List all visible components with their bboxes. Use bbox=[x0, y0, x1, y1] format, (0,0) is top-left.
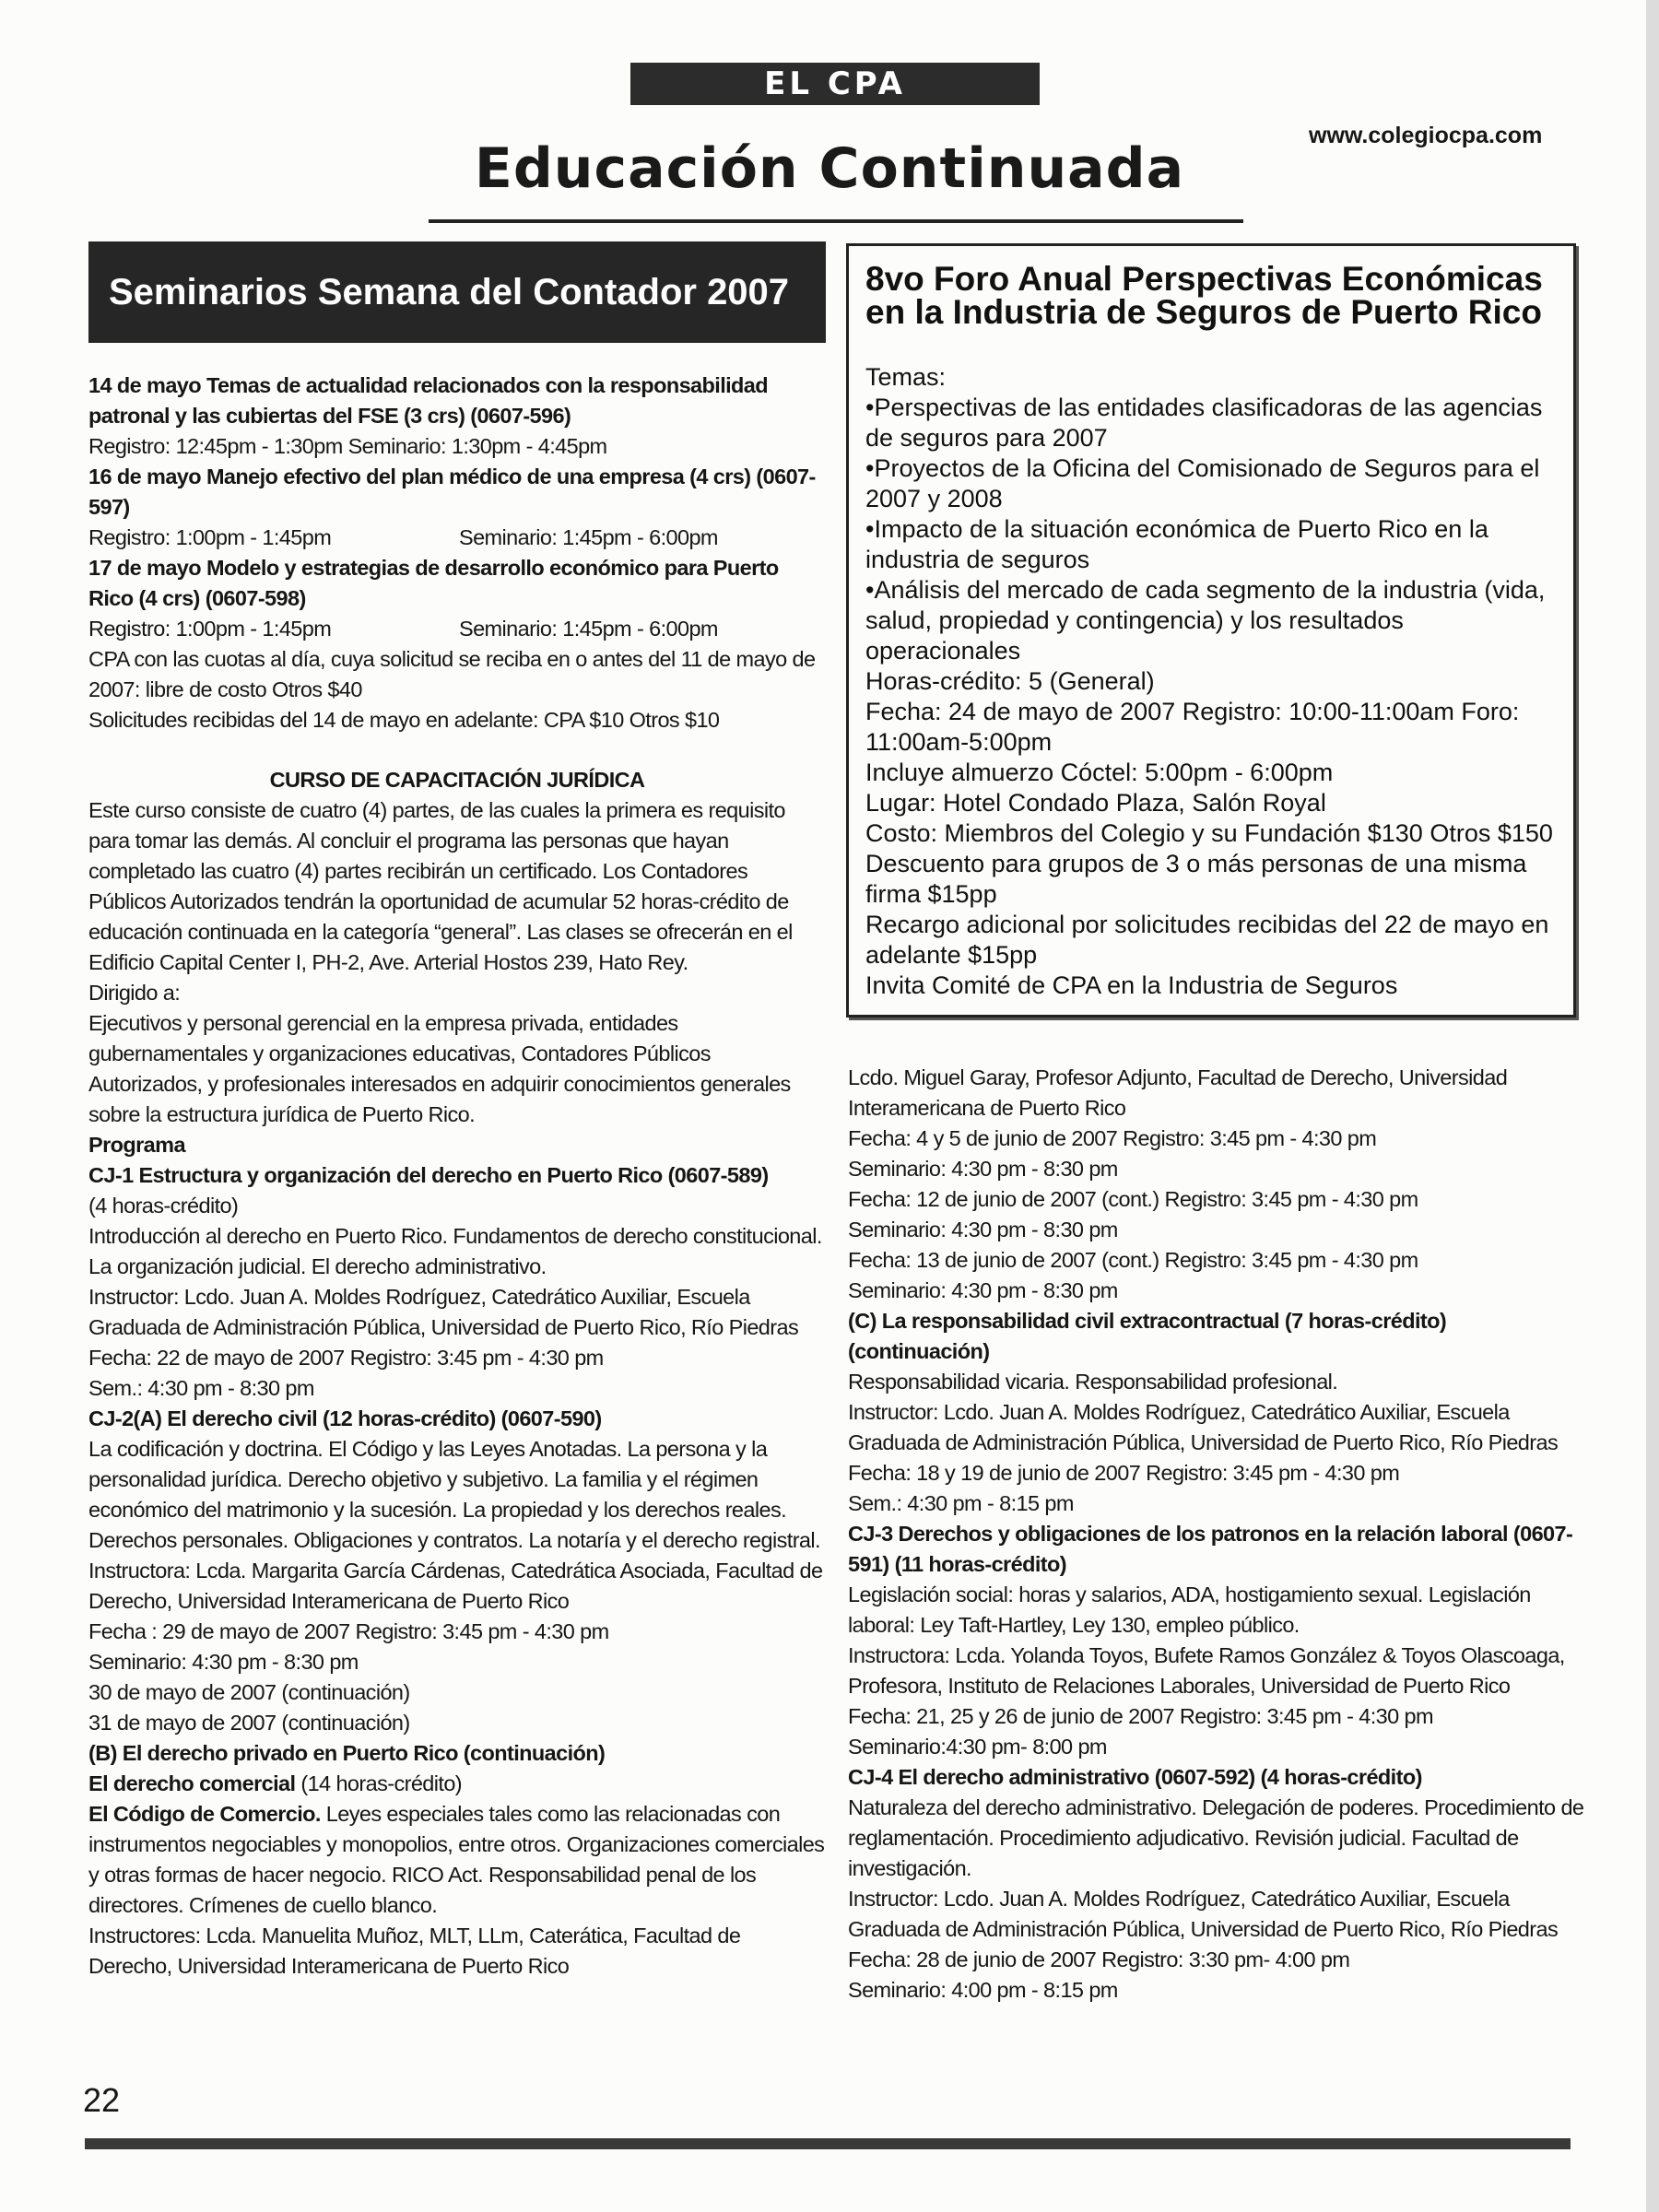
cj2a-seminario: Seminario: 4:30 pm - 8:30 pm bbox=[88, 1650, 359, 1674]
programa-label: Programa bbox=[88, 1133, 185, 1157]
seminar-3-seminario: Seminario: 1:45pm - 6:00pm bbox=[459, 617, 718, 641]
foro-invita: Invita Comité de CPA en la Industria de Seguros bbox=[865, 971, 1398, 999]
curso-heading: CURSO DE CAPACITACIÓN JURÍDICA bbox=[269, 768, 645, 792]
cj2b-subtitle bbox=[88, 1769, 826, 1799]
cj2b-instructores: Instructores: Lcda. Manuelita Muñoz, MLT, LLm, Caterática, Facultad de Derecho, Universidad Interamericana de Puerto Rico bbox=[88, 1924, 741, 1978]
foro-tema-2: •Proyectos de la Oficina del Comisionado de Seguros para el 2007 y 2008 bbox=[865, 454, 1540, 512]
page-title: Educación Continuada bbox=[474, 136, 1185, 201]
foro-tema-4: •Análisis del mercado de cada segmento de la industria (vida, salud, propiedad y contingencia) y los resultados operacionales bbox=[865, 576, 1546, 665]
cj2a-cont-2: 31 de mayo de 2007 (continuación) bbox=[88, 1711, 410, 1735]
foro-fecha: Fecha: 24 de mayo de 2007 Registro: 10:00-11:00am Foro: 11:00am-5:00pm bbox=[865, 698, 1520, 756]
b-seminario-2: Seminario: 4:30 pm - 8:30 pm bbox=[848, 1218, 1118, 1241]
cj2a-description: La codificación y doctrina. El Código y las Leyes Anotadas. La persona y la personalidad jurídica. Derecho objetivo y subjetivo. La familia y el régimen económico del matrimonio y la sucesión. La propiedad y los derechos reales. Derechos personales. Obligaciones y contratos. La notaría y el derecho registral. bbox=[88, 1437, 820, 1552]
title-rule bbox=[429, 219, 1243, 223]
cj2a-fecha: Fecha : 29 de mayo de 2007 Registro: 3:45 pm - 4:30 pm bbox=[88, 1619, 609, 1643]
cj4-sem: Seminario: 4:00 pm - 8:15 pm bbox=[848, 1978, 1118, 2002]
seminar-1-title: 14 de mayo Temas de actualidad relacionados con la responsabilidad patronal y las cubiertas del FSE (3 crs) (0607-596) bbox=[88, 373, 769, 428]
cj2b-desc-rest: Leyes especiales tales como las relacionadas con instrumentos negociables y monopolios, entre otros. Organizaciones comerciales y otras formas de hacer negocio. RICO Act. Responsabilidad penal de los directores. Crímenes de cuello blanco. bbox=[88, 1802, 825, 1917]
cj4-fecha: Fecha: 28 de junio de 2007 Registro: 3:30 pm- 4:00 pm bbox=[848, 1947, 1350, 1971]
garay-instructor: Lcdo. Miguel Garay, Profesor Adjunto, Facultad de Derecho, Universidad Interamericana de Puerto Rico bbox=[848, 1065, 1508, 1120]
foro-title: 8vo Foro Anual Perspectivas Económicas en la Industria de Seguros de Puerto Rico bbox=[865, 260, 1543, 331]
cj4-instructor: Instructor: Lcdo. Juan A. Moldes Rodríguez, Catedrático Auxiliar, Escuela Graduada de Administración Pública, Universidad de Puerto Rico, Río Piedras bbox=[848, 1887, 1559, 1941]
bottom-rule bbox=[85, 2138, 1571, 2149]
left-column bbox=[88, 241, 826, 1982]
seminar-cost-1: CPA con las cuotas al día, cuya solicitud se reciba en o antes del 11 de mayo de 2007: libre de costo Otros $40 bbox=[88, 647, 816, 701]
c-title: (C) La responsabilidad civil extracontractual (7 horas-crédito) (continuación) bbox=[848, 1309, 1447, 1363]
cj2b-desc-bold: El Código de Comercio. bbox=[88, 1802, 321, 1826]
dirigido-label: Dirigido a: bbox=[88, 981, 181, 1005]
cj1-instructor: Instructor: Lcdo. Juan A. Moldes Rodríguez, Catedrático Auxiliar, Escuela Graduada de Administración Pública, Universidad de Puerto Rico, Río Piedras bbox=[88, 1285, 799, 1339]
c-fecha: Fecha: 18 y 19 de junio de 2007 Registro: 3:45 pm - 4:30 pm bbox=[848, 1461, 1400, 1485]
cj1-sem: Sem.: 4:30 pm - 8:30 pm bbox=[88, 1376, 314, 1400]
foro-recargo: Recargo adicional por solicitudes recibidas del 22 de mayo en adelante $15pp bbox=[865, 911, 1549, 969]
foro-body bbox=[865, 362, 1559, 1001]
page-edge bbox=[1646, 0, 1659, 2212]
c-description: Responsabilidad vicaria. Responsabilidad profesional. bbox=[848, 1370, 1338, 1394]
cj4-description: Naturaleza del derecho administrativo. Delegación de poderes. Procedimiento de reglamentación. Procedimiento adjudicativo. Revisión judicial. Facultad de investigación. bbox=[848, 1795, 1584, 1880]
seminar-3-schedule bbox=[88, 614, 826, 644]
cj3-title: CJ-3 Derechos y obligaciones de los patronos en la relación laboral (0607-591) (11 horas-crédito) bbox=[848, 1522, 1573, 1576]
cj3-instructora: Instructora: Lcda. Yolanda Toyos, Bufete Ramos González & Toyos Olascoaga, Profesora, Instituto de Relaciones Laborales, Universidad de Puerto Rico bbox=[848, 1643, 1565, 1698]
cj1-description: Introducción al derecho en Puerto Rico. Fundamentos de derecho constitucional. La organización judicial. El derecho administrativo. bbox=[88, 1224, 822, 1278]
seminar-2-seminario: Seminario: 1:45pm - 6:00pm bbox=[459, 525, 718, 549]
dirigido-text: Ejecutivos y personal gerencial en la empresa privada, entidades gubernamentales y organizaciones educativas, Contadores Públicos Autorizados, y profesionales interesados en adquirir conocimientos generales sobre la estructura jurídica de Puerto Rico. bbox=[88, 1011, 791, 1126]
cj2b-description bbox=[88, 1799, 826, 1921]
b-fecha-3: Fecha: 13 de junio de 2007 (cont.) Registro: 3:45 pm - 4:30 pm bbox=[848, 1248, 1418, 1272]
cj3-sem: Seminario:4:30 pm- 8:00 pm bbox=[848, 1735, 1107, 1759]
foro-lugar: Lugar: Hotel Condado Plaza, Salón Royal bbox=[865, 789, 1326, 817]
seminarios-banner: Seminarios Semana del Contador 2007 bbox=[88, 241, 826, 343]
cj2b-title: (B) El derecho privado en Puerto Rico (continuación) bbox=[88, 1741, 606, 1765]
foro-tema-3: •Impacto de la situación económica de Puerto Rico en la industria de seguros bbox=[865, 515, 1488, 573]
seminar-2-schedule bbox=[88, 523, 826, 553]
seminar-cost-2: Solicitudes recibidas del 14 de mayo en adelante: CPA $10 Otros $10 bbox=[88, 708, 720, 732]
foro-tema-1: •Perspectivas de las entidades clasificadoras de las agencias de seguros para 2007 bbox=[865, 394, 1543, 452]
cj1-title: CJ-1 Estructura y organización del derecho en Puerto Rico (0607-589) bbox=[88, 1163, 769, 1187]
cj2a-instructora: Instructora: Lcda. Margarita García Cárdenas, Catedrática Asociada, Facultad de Derecho, Universidad Interamericana de Puerto Rico bbox=[88, 1559, 823, 1613]
cj4-title: CJ-4 El derecho administrativo (0607-592) (4 horas-crédito) bbox=[848, 1765, 1422, 1789]
cj3-fecha: Fecha: 21, 25 y 26 de junio de 2007 Registro: 3:45 pm - 4:30 pm bbox=[848, 1704, 1433, 1728]
seminarios-list bbox=[88, 371, 826, 1982]
seminar-3-title: 17 de mayo Modelo y estrategias de desarrollo económico para Puerto Rico (4 crs) (0607-598) bbox=[88, 556, 779, 610]
foro-horas: Horas-crédito: 5 (General) bbox=[865, 667, 1155, 695]
seminar-2-registro: Registro: 1:00pm - 1:45pm bbox=[88, 525, 332, 549]
cj1-credits: (4 horas-crédito) bbox=[88, 1194, 239, 1218]
b-fecha-2: Fecha: 12 de junio de 2007 (cont.) Registro: 3:45 pm - 4:30 pm bbox=[848, 1187, 1418, 1211]
cj2b-sub-rest: (14 horas-crédito) bbox=[295, 1771, 463, 1795]
right-column bbox=[848, 1063, 1585, 2006]
website-url: www.colegiocpa.com bbox=[1309, 123, 1543, 148]
cj1-fecha: Fecha: 22 de mayo de 2007 Registro: 3:45 pm - 4:30 pm bbox=[88, 1346, 604, 1370]
seminar-2-title: 16 de mayo Manejo efectivo del plan médico de una empresa (4 crs) (0607-597) bbox=[88, 465, 816, 519]
cj2a-title: CJ-2(A) El derecho civil (12 horas-crédito) (0607-590) bbox=[88, 1406, 602, 1430]
seminar-3-registro: Registro: 1:00pm - 1:45pm bbox=[88, 617, 332, 641]
b-seminario-1: Seminario: 4:30 pm - 8:30 pm bbox=[848, 1157, 1118, 1181]
b-seminario-3: Seminario: 4:30 pm - 8:30 pm bbox=[848, 1278, 1118, 1302]
page-number: 22 bbox=[83, 2081, 121, 2119]
cj2a-cont-1: 30 de mayo de 2007 (continuación) bbox=[88, 1680, 410, 1704]
cj2b-sub-bold: El derecho comercial bbox=[88, 1771, 296, 1795]
foro-incluye: Incluye almuerzo Cóctel: 5:00pm - 6:00pm bbox=[865, 759, 1334, 786]
foro-box bbox=[846, 243, 1576, 1018]
foro-descuento: Descuento para grupos de 3 o más personas de una misma firma $15pp bbox=[865, 850, 1527, 908]
foro-costo: Costo: Miembros del Colegio y su Fundación $130 Otros $150 bbox=[865, 819, 1553, 847]
cj3-description: Legislación social: horas y salarios, ADA, hostigamiento sexual. Legislación laboral: Ley Taft-Hartley, Ley 130, empleo público. bbox=[848, 1583, 1531, 1637]
c-sem: Sem.: 4:30 pm - 8:15 pm bbox=[848, 1491, 1074, 1515]
c-instructor: Instructor: Lcdo. Juan A. Moldes Rodríguez, Catedrático Auxiliar, Escuela Graduada de Administración Pública, Universidad de Puerto Rico, Río Piedras bbox=[848, 1400, 1559, 1454]
seminar-1-schedule: Registro: 12:45pm - 1:30pm Seminario: 1:30pm - 4:45pm bbox=[88, 434, 607, 458]
b-fecha-1: Fecha: 4 y 5 de junio de 2007 Registro: 3:45 pm - 4:30 pm bbox=[848, 1126, 1377, 1150]
curso-intro: Este curso consiste de cuatro (4) partes, de las cuales la primera es requisito para tomar las demás. Al concluir el programa las personas que hayan completado las cuatro (4) partes recibirán un certificado. Los Contadores Públicos Autorizados tendrán la oportunidad de acumular 52 horas-crédito de educación continuada en la categoría “general”. Las clases se ofrecerán en el Edificio Capital Center I, PH-2, Ave. Arterial Hostos 239, Hato Rey. bbox=[88, 798, 793, 974]
foro-temas-label: Temas: bbox=[865, 363, 947, 391]
section-tag: EL CPA bbox=[630, 63, 1040, 105]
